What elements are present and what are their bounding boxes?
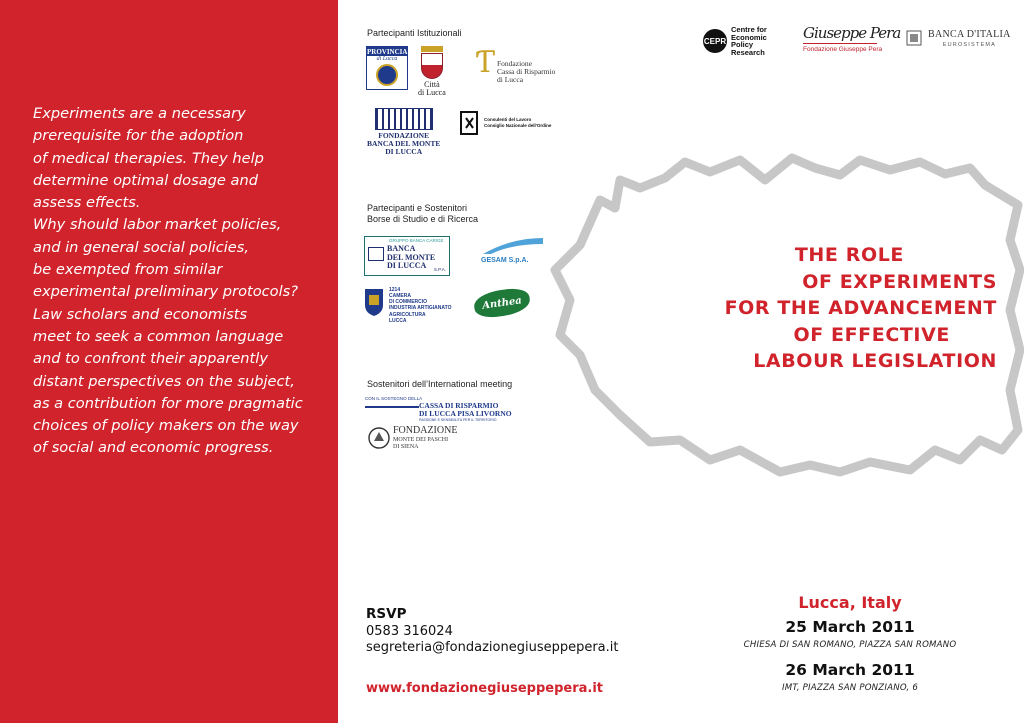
gesam-label: GESAM S.p.A. — [481, 257, 529, 264]
crown-icon — [421, 46, 443, 52]
cepr-mark-icon: CEPR — [703, 29, 727, 53]
pera-rule — [803, 43, 877, 44]
title-line-3: FOR THE ADVANCEMENT — [724, 297, 997, 319]
bank-building-icon — [375, 108, 433, 130]
bdi-sub: EUROSISTEMA — [942, 41, 996, 48]
gesam-logo — [481, 236, 545, 264]
international-section-title: Sostenitori dell’International meeting — [367, 379, 513, 389]
gesam-swoosh-icon — [481, 236, 545, 256]
institutional-section-title: Partecipanti Istituzionali — [367, 28, 462, 38]
fondazione-pera-logo — [803, 24, 900, 53]
crest-icon — [421, 53, 443, 79]
bdi-emblem-icon — [904, 28, 924, 48]
event-date-1: 25 March 2011 — [785, 618, 915, 636]
intro-text: Experiments are a necessary prerequisite for the adoption of medical therapies. They help determine optimal dosage and assess effects. Why should labor market policies, and in general social policies, be exempted from similar experimental preliminary protocols? Law scholars and economists meet to seek a common language and to confront their apparently distant perspectives on the subject, as a contribution for more pragmatic choices of policy makers on the way of social and economic progress. — [33, 105, 303, 457]
mps-sub: MONTE DEI PASCHI DI SIENA — [393, 436, 449, 450]
fondazione-cassa-logo — [475, 45, 556, 84]
cepr-logo — [703, 26, 767, 56]
cassa-name: CASSA DI RISPARMIO DI LUCCA PISA LIVORNO — [419, 401, 512, 418]
rsvp-label: RSVP — [366, 606, 407, 622]
bdi-name: BANCA D'ITALIA — [928, 28, 1011, 40]
carige-label: GRUPPO BANCA CARIGE — [389, 238, 444, 243]
title-line-2: OF EXPERIMENTS — [802, 270, 997, 293]
event-venue-2: IMT, PIAZZA SAN PONZIANO, 6 — [782, 683, 918, 693]
mps-name: FONDAZIONE — [393, 425, 458, 436]
event-city: Lucca, Italy — [798, 593, 902, 612]
cassa-tagline: PASSIONE E SENSIBILITÀ PER IL TERRITORIO — [419, 418, 497, 422]
camera-commercio-logo — [363, 287, 452, 324]
pera-sub: Fondazione Giuseppe Pera — [803, 46, 883, 53]
camera-label: CAMERA DI COMMERCIO INDUSTRIA ARTIGIANATO AGRICOLTURA LUCCA — [389, 293, 452, 324]
website-link[interactable]: www.fondazionegiuseppepera.it — [366, 681, 603, 696]
left-panel — [0, 0, 338, 723]
camera-crest-icon — [363, 287, 385, 317]
mps-emblem-icon — [368, 426, 390, 450]
consulenti-lavoro-logo — [458, 108, 551, 138]
provincia-label: PROVINCIA — [367, 48, 408, 56]
cassa-risparmio-logo — [365, 396, 512, 422]
banca-monte-label: BANCA DEL MONTE DI LUCCA — [387, 244, 436, 270]
pera-signature: Giuseppe Pera — [803, 24, 901, 42]
fondazione-cassa-label: Fondazione Cassa di Risparmio di Lucca — [497, 59, 556, 84]
provincia-sub: di Lucca — [376, 56, 398, 62]
event-venue-1: CHIESA DI SAN ROMANO, PIAZZA SAN ROMANO — [743, 640, 957, 650]
banca-monte-lucca-logo — [364, 236, 450, 276]
banca-italia-logo — [904, 28, 1011, 48]
main-title — [725, 242, 997, 375]
consulenti-label: Consulenti del Lavoro Consiglio Nazionale dell'Ordine — [484, 117, 552, 128]
citta-label: Città di Lucca — [418, 80, 446, 98]
banca-monte-icon — [368, 247, 384, 261]
provincia-lucca-logo — [366, 46, 408, 90]
title-line-1: THE ROLE — [794, 244, 904, 266]
anthea-label: Anthea — [481, 294, 523, 312]
camera-year: 1214 — [389, 287, 401, 293]
title-line-4: OF EFFECTIVE — [793, 323, 950, 346]
tau-cross-icon: Ƭ — [475, 45, 496, 80]
fondazione-mps-logo — [368, 426, 457, 451]
sponsors-section-title: Partecipanti e Sostenitori Borse di Studio e di Ricerca — [367, 203, 479, 224]
cassa-top-label: CON IL SOSTEGNO DELLA — [365, 396, 423, 401]
title-line-5: LABOUR LEGISLATION — [753, 350, 997, 372]
consulenti-mark-icon — [458, 108, 480, 138]
anthea-logo — [474, 290, 530, 316]
cassa-rule-icon — [365, 406, 419, 408]
fondazione-banca-label: FONDAZIONE BANCA DEL MONTE DI LUCCA — [367, 131, 441, 156]
rsvp-email[interactable]: segreteria@fondazionegiuseppepera.it — [366, 640, 619, 655]
event-date-2: 26 March 2011 — [785, 661, 915, 679]
banca-monte-suffix: S.P.A. — [433, 267, 446, 272]
rsvp-phone: 0583 316024 — [366, 624, 453, 639]
provincia-seal-icon — [376, 64, 398, 86]
cepr-label: Centre for Economic Policy Research — [731, 25, 767, 57]
fondazione-banca-monte-logo — [367, 108, 440, 156]
citta-lucca-logo — [418, 46, 446, 98]
